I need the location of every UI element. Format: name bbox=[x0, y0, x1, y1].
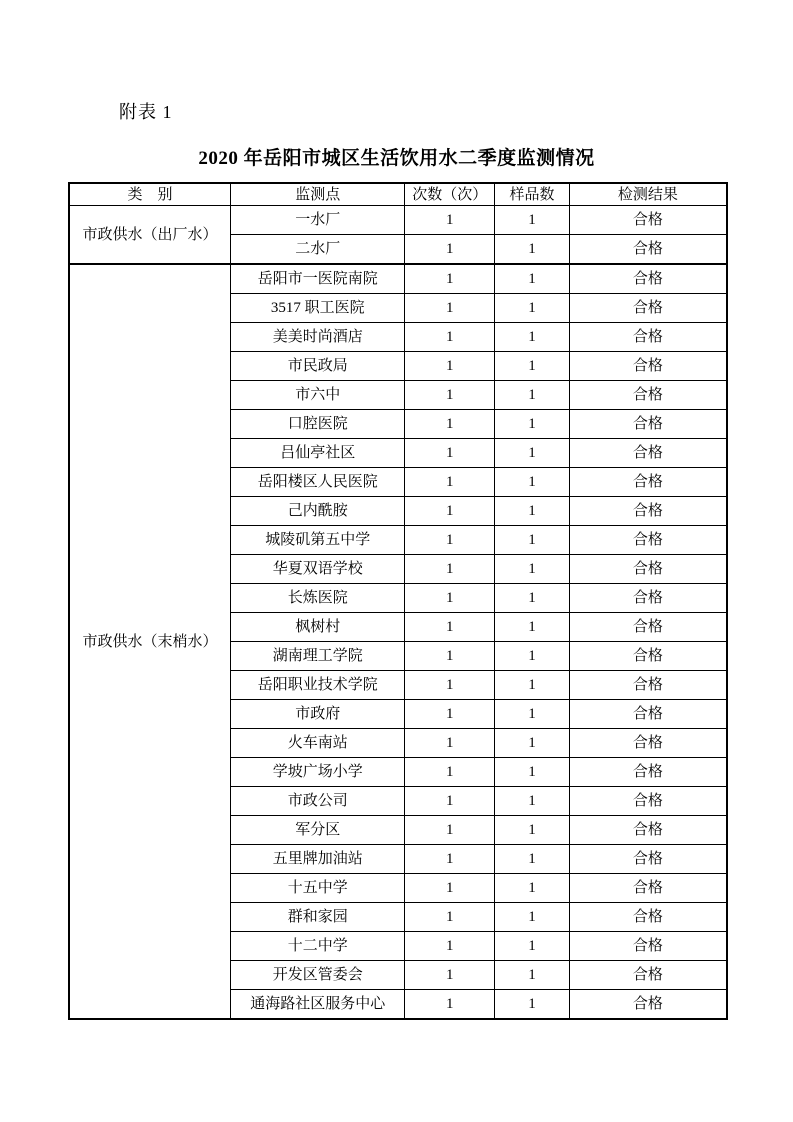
table-row bbox=[69, 264, 727, 294]
appendix-label: 附表 1 bbox=[119, 102, 173, 122]
times-cell: 1 bbox=[405, 264, 495, 294]
sample-count-cell: 1 bbox=[495, 613, 570, 642]
monitoring-table bbox=[68, 182, 728, 1020]
table-header-row bbox=[69, 183, 727, 206]
sample-count-cell: 1 bbox=[495, 323, 570, 352]
monitoring-point-cell: 开发区管委会 bbox=[231, 961, 405, 990]
result-cell: 合格 bbox=[569, 294, 727, 323]
header-result: 检测结果 bbox=[569, 183, 727, 206]
monitoring-point-cell: 湖南理工学院 bbox=[231, 642, 405, 671]
result-cell: 合格 bbox=[569, 700, 727, 729]
times-cell: 1 bbox=[405, 932, 495, 961]
monitoring-point-cell: 五里牌加油站 bbox=[231, 845, 405, 874]
header-sample-count: 样品数 bbox=[495, 183, 570, 206]
sample-count-cell: 1 bbox=[495, 294, 570, 323]
monitoring-point-cell: 岳阳职业技术学院 bbox=[231, 671, 405, 700]
result-cell: 合格 bbox=[569, 584, 727, 613]
times-cell: 1 bbox=[405, 294, 495, 323]
result-cell: 合格 bbox=[569, 206, 727, 235]
monitoring-point-cell: 市民政局 bbox=[231, 352, 405, 381]
result-cell: 合格 bbox=[569, 555, 727, 584]
sample-count-cell: 1 bbox=[495, 497, 570, 526]
times-cell: 1 bbox=[405, 874, 495, 903]
monitoring-point-cell: 口腔医院 bbox=[231, 410, 405, 439]
monitoring-point-cell: 3517 职工医院 bbox=[231, 294, 405, 323]
result-cell: 合格 bbox=[569, 990, 727, 1020]
result-cell: 合格 bbox=[569, 410, 727, 439]
monitoring-point-cell: 二水厂 bbox=[231, 235, 405, 265]
header-monitoring-point: 监测点 bbox=[231, 183, 405, 206]
result-cell: 合格 bbox=[569, 613, 727, 642]
monitoring-point-cell: 市政公司 bbox=[231, 787, 405, 816]
result-cell: 合格 bbox=[569, 497, 727, 526]
times-cell: 1 bbox=[405, 410, 495, 439]
result-cell: 合格 bbox=[569, 729, 727, 758]
times-cell: 1 bbox=[405, 961, 495, 990]
monitoring-point-cell: 枫树村 bbox=[231, 613, 405, 642]
monitoring-point-cell: 一水厂 bbox=[231, 206, 405, 235]
times-cell: 1 bbox=[405, 990, 495, 1020]
times-cell: 1 bbox=[405, 555, 495, 584]
result-cell: 合格 bbox=[569, 874, 727, 903]
times-cell: 1 bbox=[405, 903, 495, 932]
sample-count-cell: 1 bbox=[495, 439, 570, 468]
times-cell: 1 bbox=[405, 323, 495, 352]
monitoring-point-cell: 岳阳市一医院南院 bbox=[231, 264, 405, 294]
monitoring-point-cell: 群和家园 bbox=[231, 903, 405, 932]
result-cell: 合格 bbox=[569, 323, 727, 352]
monitoring-point-cell: 华夏双语学校 bbox=[231, 555, 405, 584]
times-cell: 1 bbox=[405, 729, 495, 758]
monitoring-point-cell: 己内酰胺 bbox=[231, 497, 405, 526]
monitoring-point-cell: 学坡广场小学 bbox=[231, 758, 405, 787]
monitoring-point-cell: 岳阳楼区人民医院 bbox=[231, 468, 405, 497]
sample-count-cell: 1 bbox=[495, 584, 570, 613]
sample-count-cell: 1 bbox=[495, 961, 570, 990]
sample-count-cell: 1 bbox=[495, 845, 570, 874]
page-title: 2020 年岳阳市城区生活饮用水二季度监测情况 bbox=[198, 148, 595, 169]
times-cell: 1 bbox=[405, 700, 495, 729]
sample-count-cell: 1 bbox=[495, 264, 570, 294]
times-cell: 1 bbox=[405, 381, 495, 410]
monitoring-point-cell: 十五中学 bbox=[231, 874, 405, 903]
monitoring-point-cell: 长炼医院 bbox=[231, 584, 405, 613]
monitoring-point-cell: 火车南站 bbox=[231, 729, 405, 758]
sample-count-cell: 1 bbox=[495, 642, 570, 671]
sample-count-cell: 1 bbox=[495, 410, 570, 439]
sample-count-cell: 1 bbox=[495, 932, 570, 961]
category-cell: 市政供水（出厂水） bbox=[69, 206, 231, 265]
monitoring-point-cell: 通海路社区服务中心 bbox=[231, 990, 405, 1020]
monitoring-point-cell: 美美时尚酒店 bbox=[231, 323, 405, 352]
times-cell: 1 bbox=[405, 816, 495, 845]
result-cell: 合格 bbox=[569, 352, 727, 381]
result-cell: 合格 bbox=[569, 845, 727, 874]
result-cell: 合格 bbox=[569, 381, 727, 410]
times-cell: 1 bbox=[405, 206, 495, 235]
times-cell: 1 bbox=[405, 497, 495, 526]
times-cell: 1 bbox=[405, 584, 495, 613]
category-cell: 市政供水（末梢水） bbox=[69, 264, 231, 1019]
times-cell: 1 bbox=[405, 526, 495, 555]
times-cell: 1 bbox=[405, 787, 495, 816]
sample-count-cell: 1 bbox=[495, 555, 570, 584]
times-cell: 1 bbox=[405, 642, 495, 671]
sample-count-cell: 1 bbox=[495, 700, 570, 729]
monitoring-point-cell: 城陵矶第五中学 bbox=[231, 526, 405, 555]
monitoring-point-cell: 十二中学 bbox=[231, 932, 405, 961]
result-cell: 合格 bbox=[569, 816, 727, 845]
result-cell: 合格 bbox=[569, 961, 727, 990]
times-cell: 1 bbox=[405, 671, 495, 700]
times-cell: 1 bbox=[405, 235, 495, 265]
table-row bbox=[69, 206, 727, 235]
sample-count-cell: 1 bbox=[495, 352, 570, 381]
result-cell: 合格 bbox=[569, 235, 727, 265]
result-cell: 合格 bbox=[569, 526, 727, 555]
monitoring-point-cell: 市六中 bbox=[231, 381, 405, 410]
times-cell: 1 bbox=[405, 758, 495, 787]
sample-count-cell: 1 bbox=[495, 874, 570, 903]
header-times: 次数（次） bbox=[405, 183, 495, 206]
times-cell: 1 bbox=[405, 845, 495, 874]
sample-count-cell: 1 bbox=[495, 903, 570, 932]
table-body bbox=[69, 206, 727, 1020]
sample-count-cell: 1 bbox=[495, 381, 570, 410]
monitoring-point-cell: 市政府 bbox=[231, 700, 405, 729]
sample-count-cell: 1 bbox=[495, 729, 570, 758]
times-cell: 1 bbox=[405, 613, 495, 642]
result-cell: 合格 bbox=[569, 468, 727, 497]
sample-count-cell: 1 bbox=[495, 990, 570, 1020]
result-cell: 合格 bbox=[569, 439, 727, 468]
times-cell: 1 bbox=[405, 468, 495, 497]
times-cell: 1 bbox=[405, 352, 495, 381]
times-cell: 1 bbox=[405, 439, 495, 468]
result-cell: 合格 bbox=[569, 642, 727, 671]
sample-count-cell: 1 bbox=[495, 787, 570, 816]
sample-count-cell: 1 bbox=[495, 671, 570, 700]
result-cell: 合格 bbox=[569, 932, 727, 961]
sample-count-cell: 1 bbox=[495, 206, 570, 235]
monitoring-point-cell: 军分区 bbox=[231, 816, 405, 845]
result-cell: 合格 bbox=[569, 903, 727, 932]
sample-count-cell: 1 bbox=[495, 816, 570, 845]
header-category: 类 别 bbox=[69, 183, 231, 206]
result-cell: 合格 bbox=[569, 758, 727, 787]
sample-count-cell: 1 bbox=[495, 468, 570, 497]
result-cell: 合格 bbox=[569, 264, 727, 294]
sample-count-cell: 1 bbox=[495, 235, 570, 265]
sample-count-cell: 1 bbox=[495, 526, 570, 555]
result-cell: 合格 bbox=[569, 787, 727, 816]
monitoring-point-cell: 吕仙亭社区 bbox=[231, 439, 405, 468]
result-cell: 合格 bbox=[569, 671, 727, 700]
sample-count-cell: 1 bbox=[495, 758, 570, 787]
